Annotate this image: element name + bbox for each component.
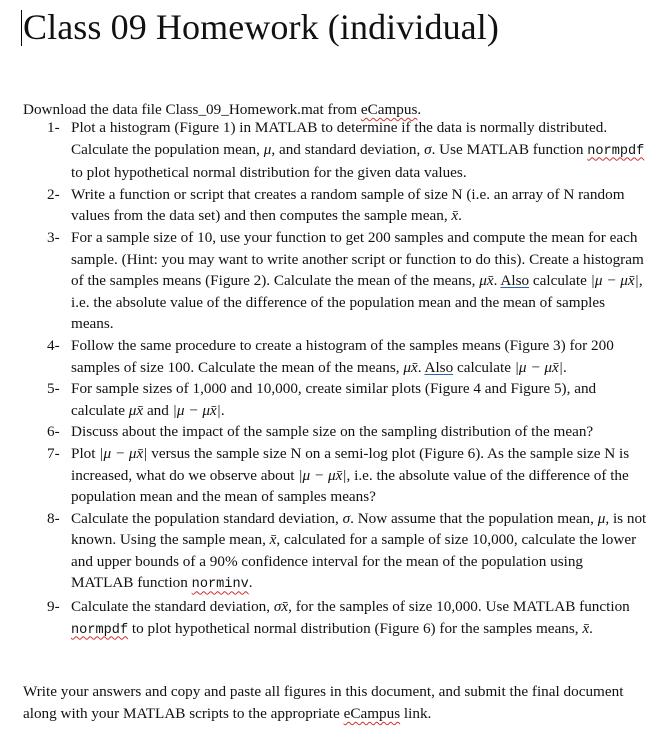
closing-paragraph: [23, 681, 653, 725]
task-9-text-c: to plot hypothetical normal distribution (Figure 6) for the samples means,: [128, 619, 583, 637]
task-5-text-a: For sample sizes of 1,000 and 10,000, create similar plots (Figure 4 and Figure 5), and calculate: [71, 380, 597, 419]
task-number-6: 6-: [47, 423, 60, 441]
task-4-text-a: Follow the same procedure to create a histogram of the samples means (Figure 3) for 200 samples of size 100. Calculate the mean of the means,: [71, 336, 614, 376]
task-8-text-b: . Now assume that the population mean,: [350, 509, 598, 527]
mu-xbar-symbol: μx̄: [479, 272, 494, 290]
abs-diff-expression: |μ − μx̄|: [590, 272, 639, 290]
task-3-text-c: calculate: [529, 272, 591, 290]
abs-diff-expression: |μ − μx̄|: [298, 466, 347, 484]
task-item-7: [0, 443, 667, 508]
mu-xbar-symbol: μx̄: [128, 401, 144, 419]
sigma-symbol: σ: [424, 140, 432, 158]
task-item-3: [0, 227, 667, 335]
task-number-3: 3-: [47, 228, 60, 246]
xbar-symbol: x̄: [269, 531, 277, 549]
task-number-8: 8-: [47, 509, 60, 527]
page-title: Class 09 Homework (individual): [23, 7, 499, 47]
task-8-text-a: Calculate the population standard deviation,: [71, 509, 343, 527]
task-8-text-c: , is not known. Using the sample mean,: [71, 509, 647, 549]
task-9-text-b: , for the samples of size 10,000. Use MATLAB function: [288, 598, 630, 616]
task-number-7: 7-: [47, 444, 60, 462]
closing-suffix: link.: [400, 705, 432, 723]
mu-symbol: μ: [263, 140, 272, 158]
task-7-text-b: versus the sample size N on a semi-log plot (Figure 6). As the sample size N is increased, what do we observe about: [71, 444, 630, 484]
task-7-text-c: , i.e. the absolute value of the difference of the population mean and the mean of samples means?: [71, 466, 629, 506]
task-8-text-e: .: [248, 574, 253, 592]
sigma-symbol: σ: [342, 509, 351, 527]
task-3-text-d: , i.e. the absolute value of the difference of the population mean and the mean of samples means.: [71, 272, 643, 333]
task-3-text-a: For a sample size of 10, use your function to get 200 samples and compute the mean for each sample. (Hint: you may want to write another script or function to do this). Create a histogram of the samples means (Figure 2). Calculate the mean of the means,: [71, 228, 644, 290]
task-item-8: [0, 508, 667, 596]
task-number-5: 5-: [47, 380, 60, 398]
task-4-text-b: .: [417, 358, 425, 376]
task-2-text-a: Write a function or script that creates a random sample of size N (i.e. an array of N random values from the data set) and then computes the sample mean,: [71, 185, 625, 225]
norminv-code: norminv: [191, 577, 249, 593]
xbar-symbol: x̄: [451, 207, 459, 225]
task-1-text-d: to plot hypothetical normal distribution for the given data values.: [71, 164, 467, 182]
task-1-text-a: Plot a histogram (Figure 1) in MATLAB to determine if the data is normally distributed. Calculate the population mean,: [71, 119, 608, 158]
closing-text: Write your answers and copy and paste all figures in this document, and submit the final document along with your MATLAB scripts to the appropriate: [23, 683, 624, 723]
task-number-2: 2-: [47, 185, 60, 203]
task-number-1: 1-: [47, 119, 60, 136]
also-word: Also: [424, 358, 454, 376]
task-3-text-b: .: [493, 272, 501, 290]
task-2-text-b: .: [458, 207, 462, 225]
task-9-text-d: .: [589, 619, 593, 637]
normpdf-code: normpdf: [587, 143, 645, 159]
task-8-text-d: , calculated for a sample of size 10,000, calculate the lower and upper bounds of a 90% confidence interval for the mean of the population using MATLAB function: [71, 531, 637, 592]
task-4-text-d: .: [562, 358, 567, 376]
task-4-text-c: calculate: [453, 358, 515, 376]
normpdf-code: normpdf: [71, 622, 129, 638]
abs-diff-expression: |μ − μx̄|: [172, 401, 221, 419]
task-7-text-a: Plot: [71, 444, 100, 462]
task-item-2: [0, 184, 667, 227]
task-1-text-b: , and standard deviation,: [271, 140, 425, 158]
ecampus-link-closing[interactable]: eCampus: [343, 705, 401, 723]
task-item-6: [0, 421, 667, 443]
task-item-5: [0, 378, 667, 421]
task-item-4: [0, 335, 667, 378]
mu-symbol: μ: [597, 509, 606, 527]
mu-xbar-symbol: μx̄: [403, 358, 418, 376]
task-list: [0, 117, 667, 641]
task-5-text-b: and: [143, 401, 173, 419]
task-1-text-c: . Use MATLAB function: [431, 140, 588, 158]
task-item-1: [0, 117, 667, 184]
task-number-4: 4-: [47, 336, 60, 354]
abs-diff-expression: |μ − μx̄|: [99, 444, 148, 462]
ecampus-link-intro[interactable]: eCampus: [360, 101, 418, 119]
text-cursor: [21, 10, 22, 46]
task-item-9: [0, 596, 667, 641]
task-5-text-c: .: [220, 401, 225, 419]
intro-suffix: .: [417, 101, 422, 119]
xbar-symbol: x̄: [582, 619, 590, 637]
abs-diff-expression: |μ − μx̄|: [514, 358, 563, 376]
also-word: Also: [500, 272, 530, 290]
task-9-text-a: Calculate the standard deviation,: [71, 598, 274, 616]
task-6-text: Discuss about the impact of the sample size on the sampling distribution of the mean?: [71, 423, 594, 441]
sigma-xbar-symbol: σx̄: [273, 598, 289, 616]
intro-text: Download the data file Class_09_Homework.mat from: [23, 101, 361, 119]
task-number-9: 9-: [47, 598, 60, 616]
